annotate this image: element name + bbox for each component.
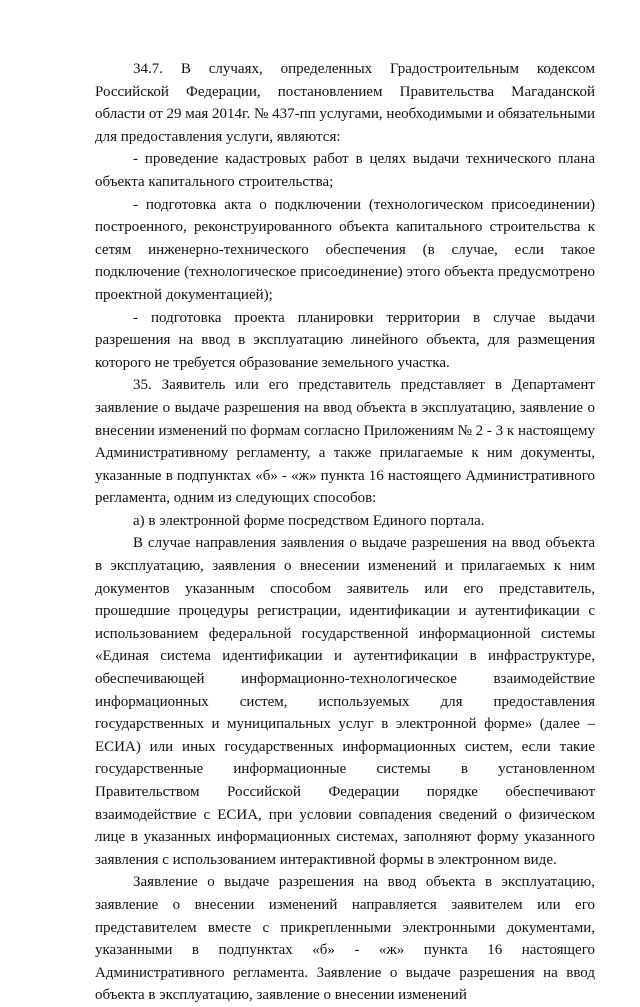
list-item-cadastral-works: - проведение кадастровых работ в целях выдачи технического плана объекта капитального строительства; xyxy=(95,151,595,190)
list-item-electronic-form: а) в электронной форме посредством Единого портала. xyxy=(133,512,485,529)
list-item-connection-act: - подготовка акта о подключении (технологическом присоединении) построенного, реконструированного объекта капитального строительства к сетям инженерно-технического обеспечения (в случае, если такое подключение (технологическое присоединение) этого объекта предусмотрено проектной документацией); xyxy=(95,196,595,303)
document-body xyxy=(95,58,595,1007)
paragraph-34-7: 34.7. В случаях, определенных Градостроительным кодексом Российской Федерации, постановлением Правительства Магаданской области от 29 мая 2014г. № 437-пп услугами, необходимыми и обязательными для предоставления услуги, являются: xyxy=(95,61,595,145)
list-item-territory-planning: - подготовка проекта планировки территории в случае выдачи разрешения на ввод в эксплуатацию линейного объекта, для размещения которого не требуется образование земельного участка. xyxy=(95,309,595,371)
paragraph-35: 35. Заявитель или его представитель представляет в Департамент заявление о выдаче разрешения на ввод объекта в эксплуатацию, заявление о внесении изменений по формам согласно Приложениям № 2 - 3 к настоящему Административному регламенту, а также прилагаемые к ним документы, указанные в подпунктах «б» - «ж» пункта 16 настоящего Административного регламента, одним из следующих способов: xyxy=(95,377,595,507)
paragraph-esia: В случае направления заявления о выдаче разрешения на ввод объекта в эксплуатацию, заявления о внесении изменений и прилагаемых к ним документов указанным способом заявитель или его представитель, прошедшие процедуры регистрации, идентификации и аутентификации с использованием федеральной государственной информационной системы «Единая система идентификации и аутентификации в инфраструктуре, обеспечивающей информационно-технологическое взаимодействие информационных систем, используемых для предоставления государственных и муниципальных услуг в электронной форме» (далее – ЕСИА) или иных государственных информационных систем, если такие государственные информационные системы в установленном Правительством Российской Федерации порядке обеспечивают взаимодействие с ЕСИА, при условии совпадения сведений о физическом лице в указанных информационных системах, заполняют форму указанного заявления с использованием интерактивной формы в электронном виде. xyxy=(95,535,595,868)
paragraph-application-sending: Заявление о выдаче разрешения на ввод объекта в эксплуатацию, заявление о внесении изменений направляется заявителем или его представителем вместе с прикрепленными электронными документами, указанными в подпунктах «б» - «ж» пункта 16 настоящего Административного регламента. Заявление о выдаче разрешения на ввод объекта в эксплуатацию, заявление о внесении изменений xyxy=(95,874,595,1004)
